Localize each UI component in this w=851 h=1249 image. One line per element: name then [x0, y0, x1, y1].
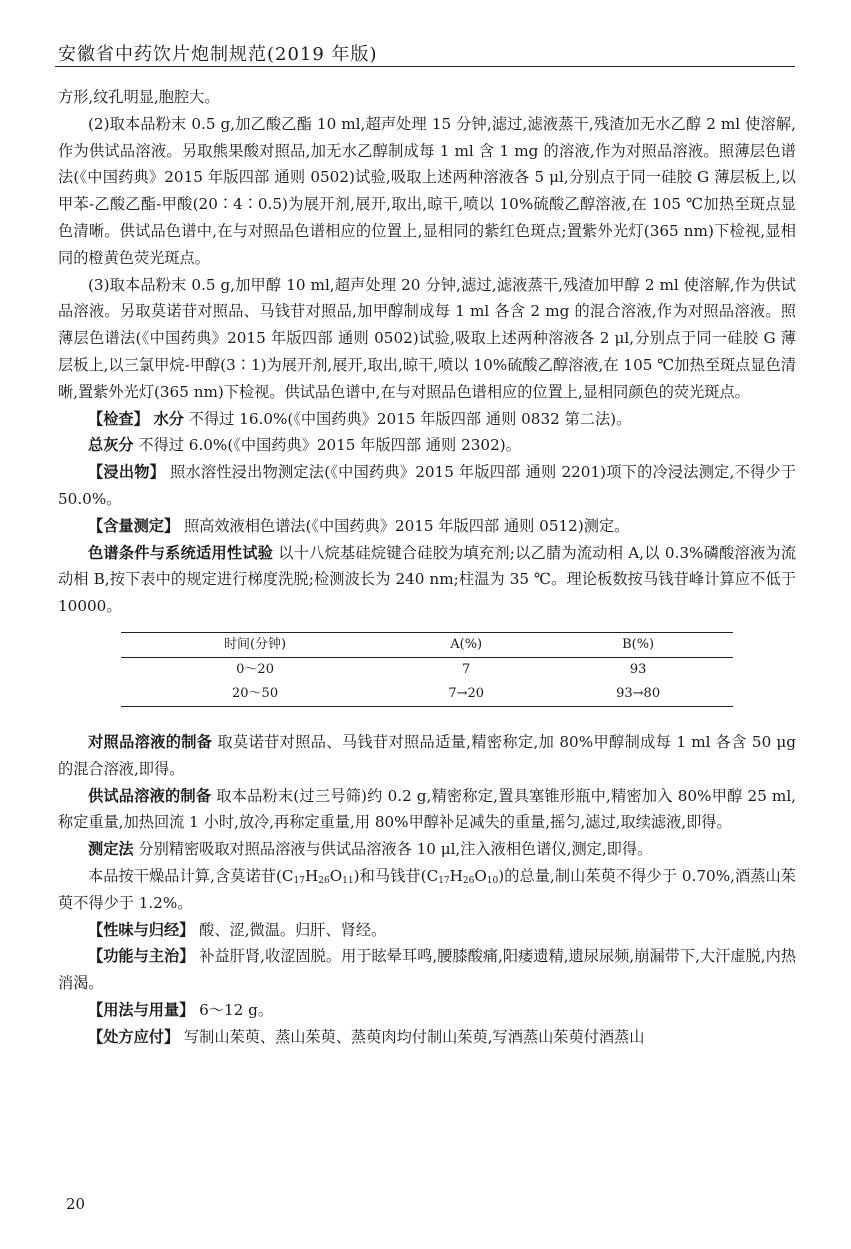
page-number: 20 — [66, 1195, 86, 1213]
section-text: 补益肝肾,收涩固脱。用于眩晕耳鸣,腰膝酸痛,阳痿遗精,遗尿尿频,崩漏带下,大汗虚脱,内热消渴。 — [58, 947, 797, 993]
section-label: 【检查】 — [88, 409, 149, 428]
table-cell: 20～50 — [121, 682, 389, 707]
section-text: 6～12 g。 — [199, 1000, 274, 1019]
table-cell: 93→80 — [543, 682, 733, 707]
formula-element: O — [474, 866, 487, 885]
table-cell: 7→20 — [389, 682, 543, 707]
table-header-row — [121, 632, 733, 657]
subsection-label: 供试品溶液的制备 — [88, 786, 212, 805]
section-function-indication — [58, 943, 796, 997]
formula-element: H — [305, 866, 319, 885]
subsection-test-solution — [58, 783, 796, 837]
paragraph-continuation: 方形,纹孔明显,胞腔大。 — [58, 88, 220, 106]
table-header-cell: 时间(分钟) — [121, 632, 389, 657]
subsection-chromatography — [58, 540, 796, 620]
section-label: 【含量测定】 — [88, 516, 180, 535]
content-text: )和马钱苷(C — [353, 866, 439, 885]
table-cell: 7 — [462, 661, 471, 677]
section-text: 写制山茱萸、蒸山茱萸、蒸萸肉均付制山茱萸,写酒蒸山茱萸付酒蒸山 — [183, 1027, 645, 1046]
section-label: 【处方应付】 — [88, 1027, 180, 1046]
paragraph-content-limit — [58, 863, 796, 917]
section-prescription — [58, 1024, 796, 1051]
section-text: 取莫诺苷对照品、马钱苷对照品适量,精密称定,加 80%甲醇制成每 1 ml 各含 50 μg 的混合溶液,即得。 — [58, 732, 797, 778]
section-text: 不得过 6.0%(《中国药典》2015 年版四部 通则 2302)。 — [138, 436, 521, 455]
formula-subscript: 26 — [462, 875, 475, 886]
gradient-table — [121, 632, 733, 707]
section-text: 分别精密吸取对照品溶液与供试品溶液各 10 μl,注入液相色谱仪,测定,即得。 — [138, 840, 653, 859]
content-text: )的总量,制山茱萸不得少于 0.70%,酒蒸山茱萸不得少于 1.2%。 — [58, 866, 796, 912]
section-label: 【用法与用量】 — [88, 1000, 195, 1019]
subsection-label: 总灰分 — [88, 436, 134, 455]
subsection-total-ash — [58, 432, 796, 459]
section-label: 【功能与主治】 — [88, 947, 195, 966]
section-text: 照水溶性浸出物测定法(《中国药典》2015 年版四部 通则 2201)项下的冷浸法测定,不得少于 50.0%。 — [58, 463, 797, 508]
subsection-label: 色谱条件与系统适用性试验 — [88, 543, 274, 562]
section-label: 【性味与归经】 — [88, 920, 195, 939]
formula-element: O — [329, 866, 343, 885]
page-body — [58, 84, 796, 1051]
subsection-label: 对照品溶液的制备 — [88, 732, 213, 751]
section-text: 酸、涩,微温。归肝、肾经。 — [199, 920, 387, 939]
table-header-cell: B(%) — [543, 632, 733, 657]
subsection-procedure — [58, 836, 796, 863]
formula-subscript: 10 — [486, 875, 499, 886]
table-row — [121, 682, 733, 707]
content-text: 本品按干燥品计算,含莫诺苷(C — [88, 866, 294, 885]
table-header-cell: A(%) — [389, 632, 543, 657]
section-text: 以十八烷基硅烷键合硅胶为填充剂;以乙腈为流动相 A,以 0.3%磷酸溶液为流动相 B,按下表中的规定进行梯度洗脱;检测波长为 240 nm;柱温为 35 ℃。理论板数按马钱苷峰计算应不低于 10000。 — [58, 543, 797, 616]
formula-subscript: 17 — [438, 875, 450, 886]
section-text: 不得过 16.0%(《中国药典》2015 年版四部 通则 0832 第二法)。 — [188, 409, 632, 428]
section-inspection — [58, 406, 796, 433]
section-usage-dosage — [58, 997, 796, 1024]
table-cell: 0～20 — [236, 661, 274, 677]
section-text: 取本品粉末(过三号筛)约 0.2 g,精密称定,置具塞锥形瓶中,精密加入 80%甲醇 25 ml,称定重量,加热回流 1 小时,放冷,再称定重量,用 80%甲醇补足减失的重量,摇匀,滤过,取续滤液,即得。 — [58, 786, 797, 832]
formula-subscript: 17 — [293, 875, 305, 886]
table-cell: 93 — [629, 661, 647, 677]
section-label: 【浸出物】 — [88, 463, 166, 482]
paragraph-tlc-2: (2)取本品粉末 0.5 g,加乙酸乙酯 10 ml,超声处理 15 分钟,滤过,滤液蒸干,残渣加无水乙醇 2 ml 使溶解,作为供试品溶液。另取熊果酸对照品,加无水乙醇制成每 1 ml 含 1 mg 的溶液,作为对照品溶液。照薄层色谱法(《中国药典》2015 年版四部 通则 0502)试验,吸取上述两种溶液各 5 μl,分别点于同一硅胶 G 薄层板上,以甲苯-乙酸乙酯-甲酸(20∶4∶0.5)为展开剂,展开,取出,晾干,喷以 10%硫酸乙醇溶液,在 105 ℃加热至斑点显色清晰。供试品色谱中,在与对照品色谱相应的位置上,显相同的紫红色斑点;置紫外光灯(365 nm)下检视,显相同的橙黄色荧光斑点。 — [58, 114, 796, 267]
table-row — [121, 657, 733, 682]
formula-subscript: 11 — [342, 875, 354, 886]
running-header-title: 安徽省中药饮片炮制规范(2019 年版) — [58, 44, 378, 65]
section-nature-meridian — [58, 917, 796, 944]
paragraph-tlc-3: (3)取本品粉末 0.5 g,加甲醇 10 ml,超声处理 20 分钟,滤过,滤液蒸干,残渣加甲醇 2 ml 使溶解,作为供试品溶液。另取莫诺苷对照品、马钱苷对照品,加甲醇制成每 1 ml 各含 2 mg 的混合溶液,作为对照品溶液。照薄层色谱法(《中国药典》2015 年版四部 通则 0502)试验,吸取上述两种溶液各 2 μl,分别点于同一硅胶 G 薄层板上,以三氯甲烷-甲醇(3∶1)为展开剂,展开,取出,晾干,喷以 10%硫酸乙醇溶液,在 105 ℃加热至斑点显色清晰,置紫外光灯(365 nm)下检视。供试品色谱中,在与对照品色谱相应的位置上,显相同颜色的荧光斑点。 — [58, 275, 796, 401]
subsection-label: 测定法 — [88, 840, 134, 859]
section-assay — [58, 513, 796, 540]
section-extract — [58, 459, 796, 513]
section-text: 照高效液相色谱法(《中国药典》2015 年版四部 通则 0512)测定。 — [183, 516, 630, 535]
subsection-reference-solution — [58, 729, 796, 783]
subsection-label: 水分 — [153, 409, 184, 428]
header-divider — [55, 66, 795, 67]
formula-subscript: 26 — [318, 875, 330, 886]
formula-element: H — [449, 866, 463, 885]
